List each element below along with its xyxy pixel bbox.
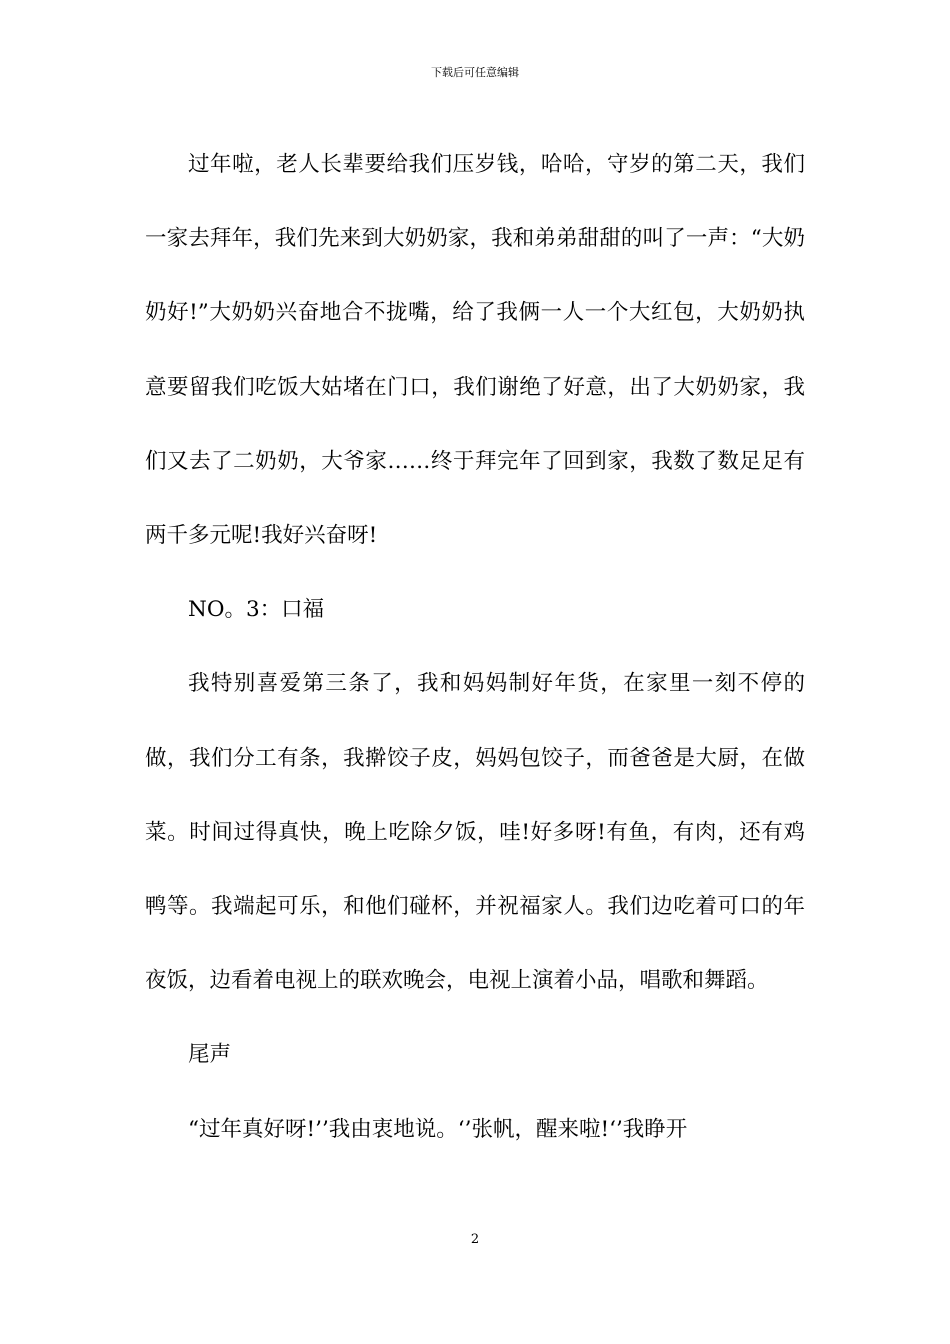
page-header: 下载后可任意编辑: [431, 66, 519, 79]
paragraph-new-year-visits: 过年啦，老人长辈要给我们压岁钱，哈哈，守岁的第二天，我们一家去拜年，我们先来到大奶奶家，我和弟弟甜甜的叫了一声：“大奶奶好!”大奶奶兴奋地合不拢嘴，给了我俩一人一个大红包，大奶奶执意要留我们吃饭大姑堵在门口，我们谢绝了好意，出了大奶奶家，我们又去了二奶奶，大爷家……终于拜完年了回到家，我数了数足足有两千多元呢!我好兴奋呀!: [145, 152, 805, 549]
paragraph-new-year-dinner: 我特别喜爱第三条了，我和妈妈制好年货，在家里一刻不停的做，我们分工有条，我擀饺子皮，妈妈包饺子，而爸爸是大厨，在做菜。时间过得真快，晚上吃除夕饭，哇!好多呀!有鱼，有肉，还有鸡鸭等。我端起可乐，和他们碰杯，并祝福家人。我们边吃着可口的年夜饭，边看着电视上的联欢晚会，电视上演着小品，唱歌和舞蹈。: [145, 671, 805, 994]
paragraph-epilogue: “过年真好呀!’’我由衷地说。‘’张帆，醒来啦!‘’我睁开: [188, 1116, 688, 1142]
document-body: [145, 128, 805, 1167]
section-heading-epilogue: 尾声: [188, 1042, 232, 1068]
page-number: 2: [470, 1232, 480, 1247]
section-heading-kou-fu: NO。3：口福: [188, 597, 325, 623]
